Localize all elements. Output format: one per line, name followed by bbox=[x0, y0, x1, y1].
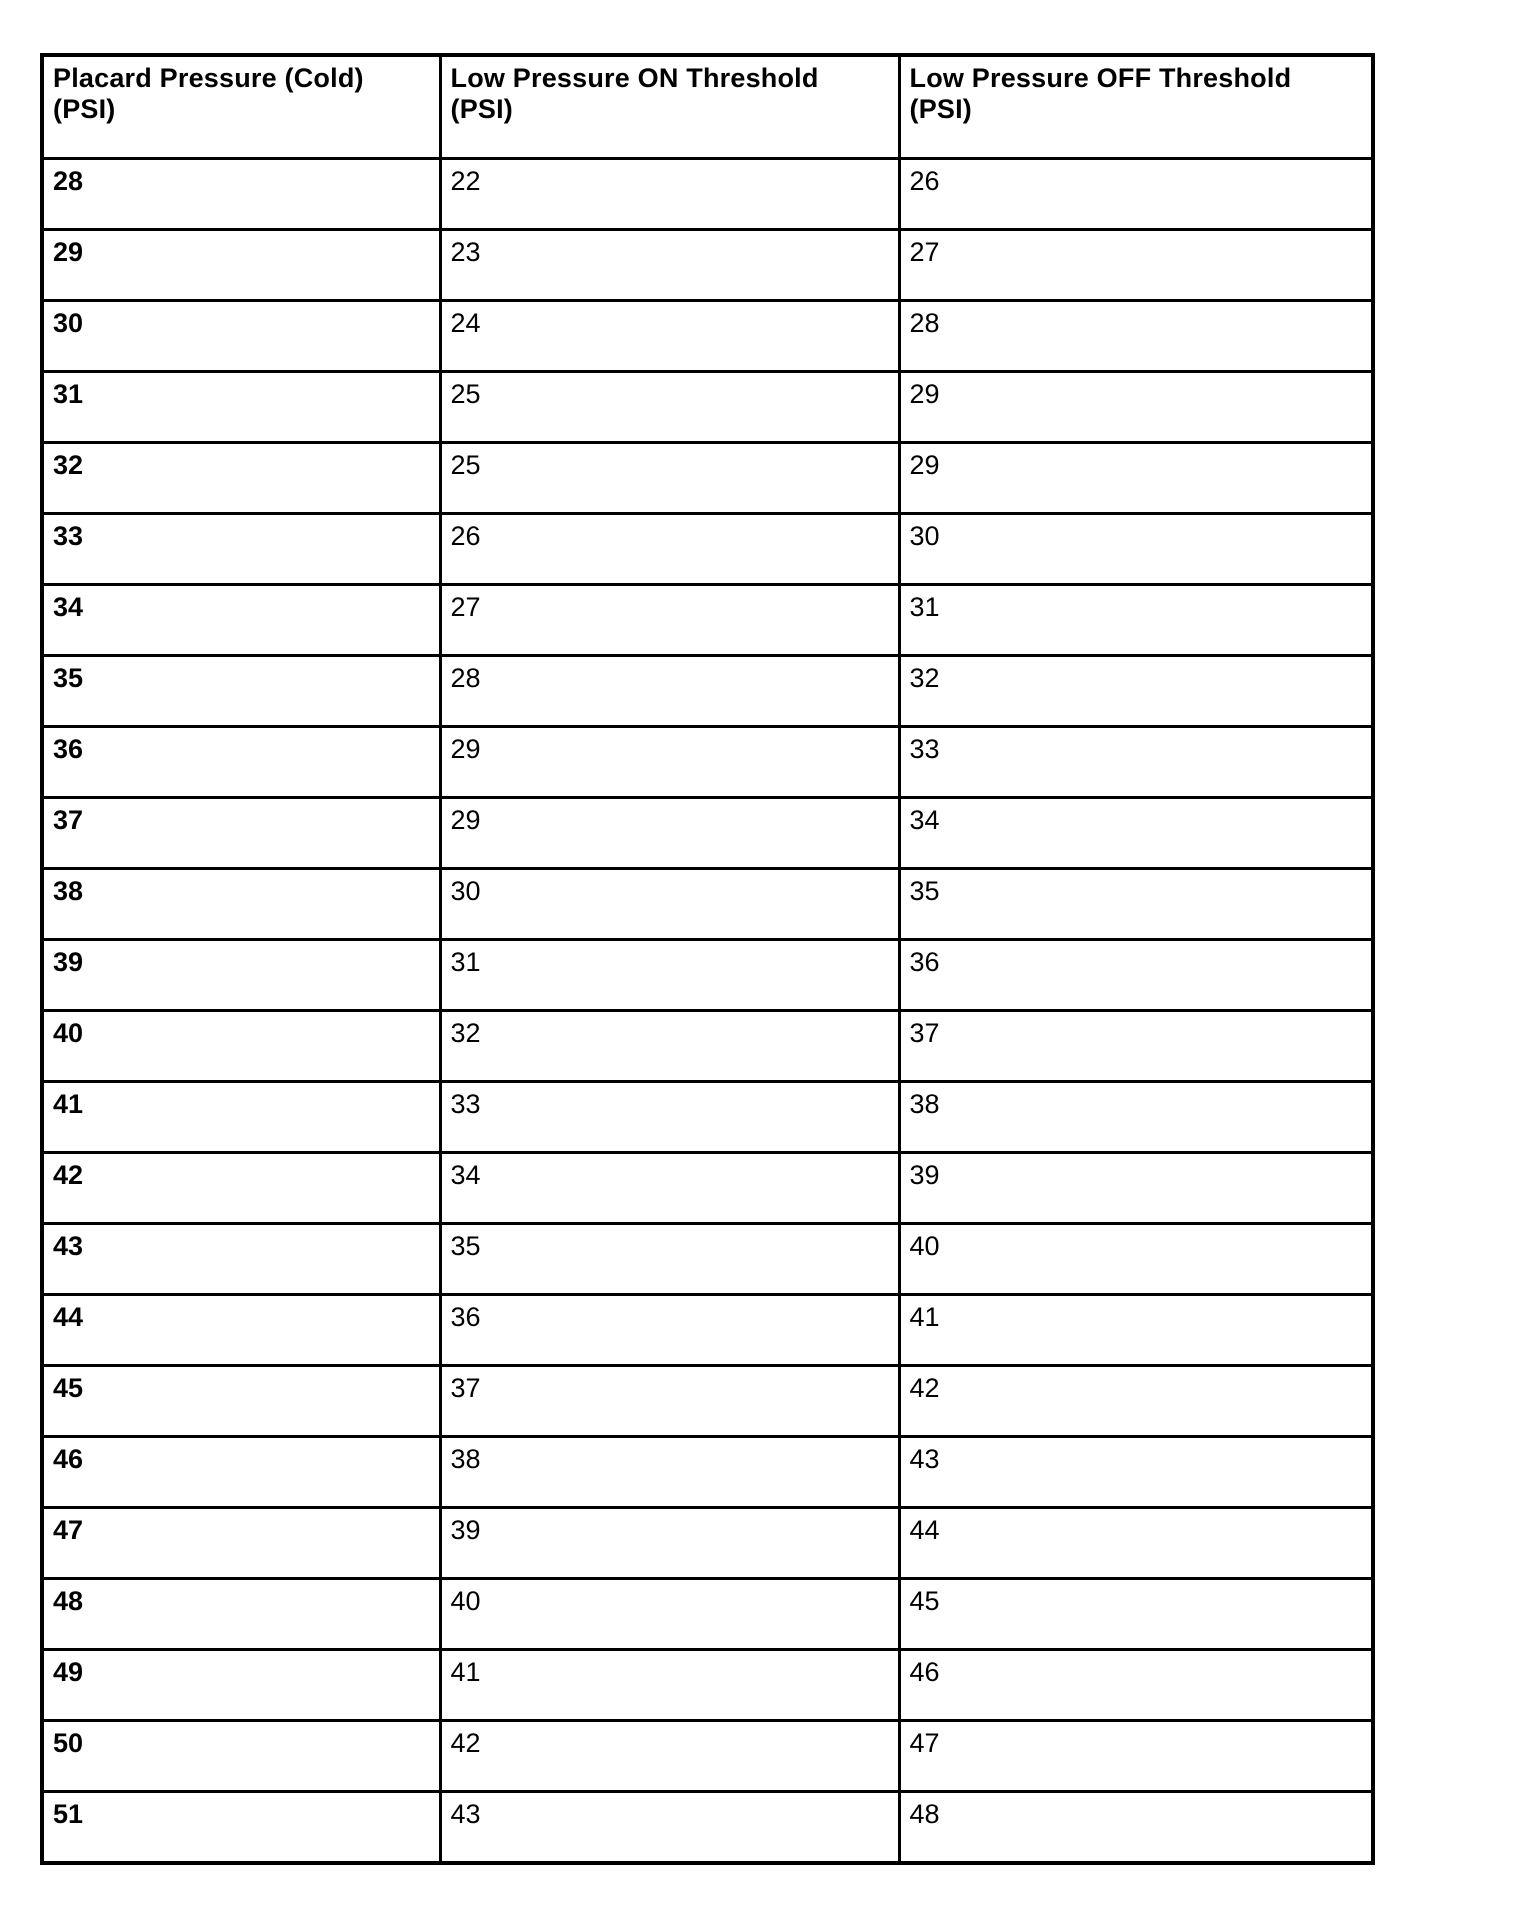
header-line: Low Pressure OFF Threshold bbox=[909, 63, 1292, 93]
cell-low-pressure-on: 38 bbox=[440, 1437, 899, 1508]
cell-low-pressure-off: 29 bbox=[899, 372, 1373, 443]
table-row bbox=[42, 1153, 1373, 1224]
header-low-pressure-off bbox=[899, 55, 1373, 159]
header-placard-pressure bbox=[42, 55, 440, 159]
cell-low-pressure-on: 25 bbox=[440, 443, 899, 514]
cell-low-pressure-off: 47 bbox=[899, 1721, 1373, 1792]
cell-placard-pressure: 36 bbox=[42, 727, 440, 798]
table-row bbox=[42, 940, 1373, 1011]
header-unit: (PSI) bbox=[909, 94, 973, 124]
table-row bbox=[42, 301, 1373, 372]
cell-placard-pressure: 29 bbox=[42, 230, 440, 301]
cell-placard-pressure: 51 bbox=[42, 1792, 440, 1864]
table-row bbox=[42, 1011, 1373, 1082]
table-row bbox=[42, 443, 1373, 514]
cell-placard-pressure: 33 bbox=[42, 514, 440, 585]
table-row bbox=[42, 1721, 1373, 1792]
table-row bbox=[42, 372, 1373, 443]
header-low-pressure-on bbox=[440, 55, 899, 159]
cell-low-pressure-off: 39 bbox=[899, 1153, 1373, 1224]
cell-low-pressure-off: 26 bbox=[899, 159, 1373, 230]
cell-low-pressure-off: 40 bbox=[899, 1224, 1373, 1295]
cell-low-pressure-off: 28 bbox=[899, 301, 1373, 372]
cell-low-pressure-on: 39 bbox=[440, 1508, 899, 1579]
table-row bbox=[42, 1650, 1373, 1721]
table-row bbox=[42, 159, 1373, 230]
cell-placard-pressure: 37 bbox=[42, 798, 440, 869]
cell-low-pressure-off: 45 bbox=[899, 1579, 1373, 1650]
table-row bbox=[42, 1224, 1373, 1295]
cell-low-pressure-on: 29 bbox=[440, 727, 899, 798]
cell-low-pressure-on: 32 bbox=[440, 1011, 899, 1082]
cell-low-pressure-on: 26 bbox=[440, 514, 899, 585]
table-body bbox=[42, 159, 1373, 1864]
cell-placard-pressure: 40 bbox=[42, 1011, 440, 1082]
cell-low-pressure-on: 29 bbox=[440, 798, 899, 869]
document-page bbox=[40, 53, 1375, 1865]
cell-low-pressure-on: 35 bbox=[440, 1224, 899, 1295]
table-row bbox=[42, 1082, 1373, 1153]
table-row bbox=[42, 585, 1373, 656]
table-row bbox=[42, 514, 1373, 585]
cell-low-pressure-off: 31 bbox=[899, 585, 1373, 656]
cell-low-pressure-off: 36 bbox=[899, 940, 1373, 1011]
cell-placard-pressure: 38 bbox=[42, 869, 440, 940]
cell-placard-pressure: 31 bbox=[42, 372, 440, 443]
cell-low-pressure-off: 42 bbox=[899, 1366, 1373, 1437]
header-line: Placard Pressure (Cold) bbox=[53, 63, 364, 93]
cell-low-pressure-off: 38 bbox=[899, 1082, 1373, 1153]
cell-low-pressure-on: 28 bbox=[440, 656, 899, 727]
cell-low-pressure-on: 30 bbox=[440, 869, 899, 940]
cell-low-pressure-off: 46 bbox=[899, 1650, 1373, 1721]
cell-low-pressure-on: 31 bbox=[440, 940, 899, 1011]
pressure-threshold-table bbox=[40, 53, 1375, 1865]
cell-low-pressure-off: 32 bbox=[899, 656, 1373, 727]
table-row bbox=[42, 798, 1373, 869]
cell-low-pressure-off: 43 bbox=[899, 1437, 1373, 1508]
cell-placard-pressure: 28 bbox=[42, 159, 440, 230]
cell-low-pressure-off: 44 bbox=[899, 1508, 1373, 1579]
cell-low-pressure-on: 22 bbox=[440, 159, 899, 230]
cell-placard-pressure: 45 bbox=[42, 1366, 440, 1437]
cell-placard-pressure: 35 bbox=[42, 656, 440, 727]
table-row bbox=[42, 1295, 1373, 1366]
cell-low-pressure-on: 27 bbox=[440, 585, 899, 656]
table-row bbox=[42, 1366, 1373, 1437]
header-line: Low Pressure ON Threshold bbox=[450, 63, 819, 93]
header-unit: (PSI) bbox=[450, 94, 514, 124]
cell-placard-pressure: 48 bbox=[42, 1579, 440, 1650]
cell-low-pressure-off: 30 bbox=[899, 514, 1373, 585]
cell-placard-pressure: 47 bbox=[42, 1508, 440, 1579]
cell-placard-pressure: 32 bbox=[42, 443, 440, 514]
cell-low-pressure-off: 34 bbox=[899, 798, 1373, 869]
table-row bbox=[42, 1437, 1373, 1508]
table-row bbox=[42, 1792, 1373, 1864]
cell-low-pressure-on: 40 bbox=[440, 1579, 899, 1650]
table-row bbox=[42, 230, 1373, 301]
cell-low-pressure-on: 37 bbox=[440, 1366, 899, 1437]
table-row bbox=[42, 1579, 1373, 1650]
cell-placard-pressure: 39 bbox=[42, 940, 440, 1011]
cell-placard-pressure: 43 bbox=[42, 1224, 440, 1295]
cell-low-pressure-off: 33 bbox=[899, 727, 1373, 798]
cell-placard-pressure: 42 bbox=[42, 1153, 440, 1224]
cell-low-pressure-off: 27 bbox=[899, 230, 1373, 301]
cell-placard-pressure: 46 bbox=[42, 1437, 440, 1508]
cell-placard-pressure: 41 bbox=[42, 1082, 440, 1153]
cell-low-pressure-on: 23 bbox=[440, 230, 899, 301]
cell-placard-pressure: 30 bbox=[42, 301, 440, 372]
cell-placard-pressure: 49 bbox=[42, 1650, 440, 1721]
table-row bbox=[42, 1508, 1373, 1579]
cell-low-pressure-on: 42 bbox=[440, 1721, 899, 1792]
cell-low-pressure-on: 41 bbox=[440, 1650, 899, 1721]
cell-placard-pressure: 34 bbox=[42, 585, 440, 656]
table-row bbox=[42, 727, 1373, 798]
header-unit: (PSI) bbox=[53, 94, 116, 124]
cell-low-pressure-off: 29 bbox=[899, 443, 1373, 514]
cell-low-pressure-on: 33 bbox=[440, 1082, 899, 1153]
cell-low-pressure-on: 43 bbox=[440, 1792, 899, 1864]
cell-placard-pressure: 44 bbox=[42, 1295, 440, 1366]
cell-placard-pressure: 50 bbox=[42, 1721, 440, 1792]
cell-low-pressure-on: 34 bbox=[440, 1153, 899, 1224]
table-row bbox=[42, 869, 1373, 940]
cell-low-pressure-off: 37 bbox=[899, 1011, 1373, 1082]
table-row bbox=[42, 656, 1373, 727]
cell-low-pressure-off: 41 bbox=[899, 1295, 1373, 1366]
cell-low-pressure-on: 24 bbox=[440, 301, 899, 372]
cell-low-pressure-on: 25 bbox=[440, 372, 899, 443]
table-header-row bbox=[42, 55, 1373, 159]
cell-low-pressure-off: 48 bbox=[899, 1792, 1373, 1864]
cell-low-pressure-on: 36 bbox=[440, 1295, 899, 1366]
cell-low-pressure-off: 35 bbox=[899, 869, 1373, 940]
